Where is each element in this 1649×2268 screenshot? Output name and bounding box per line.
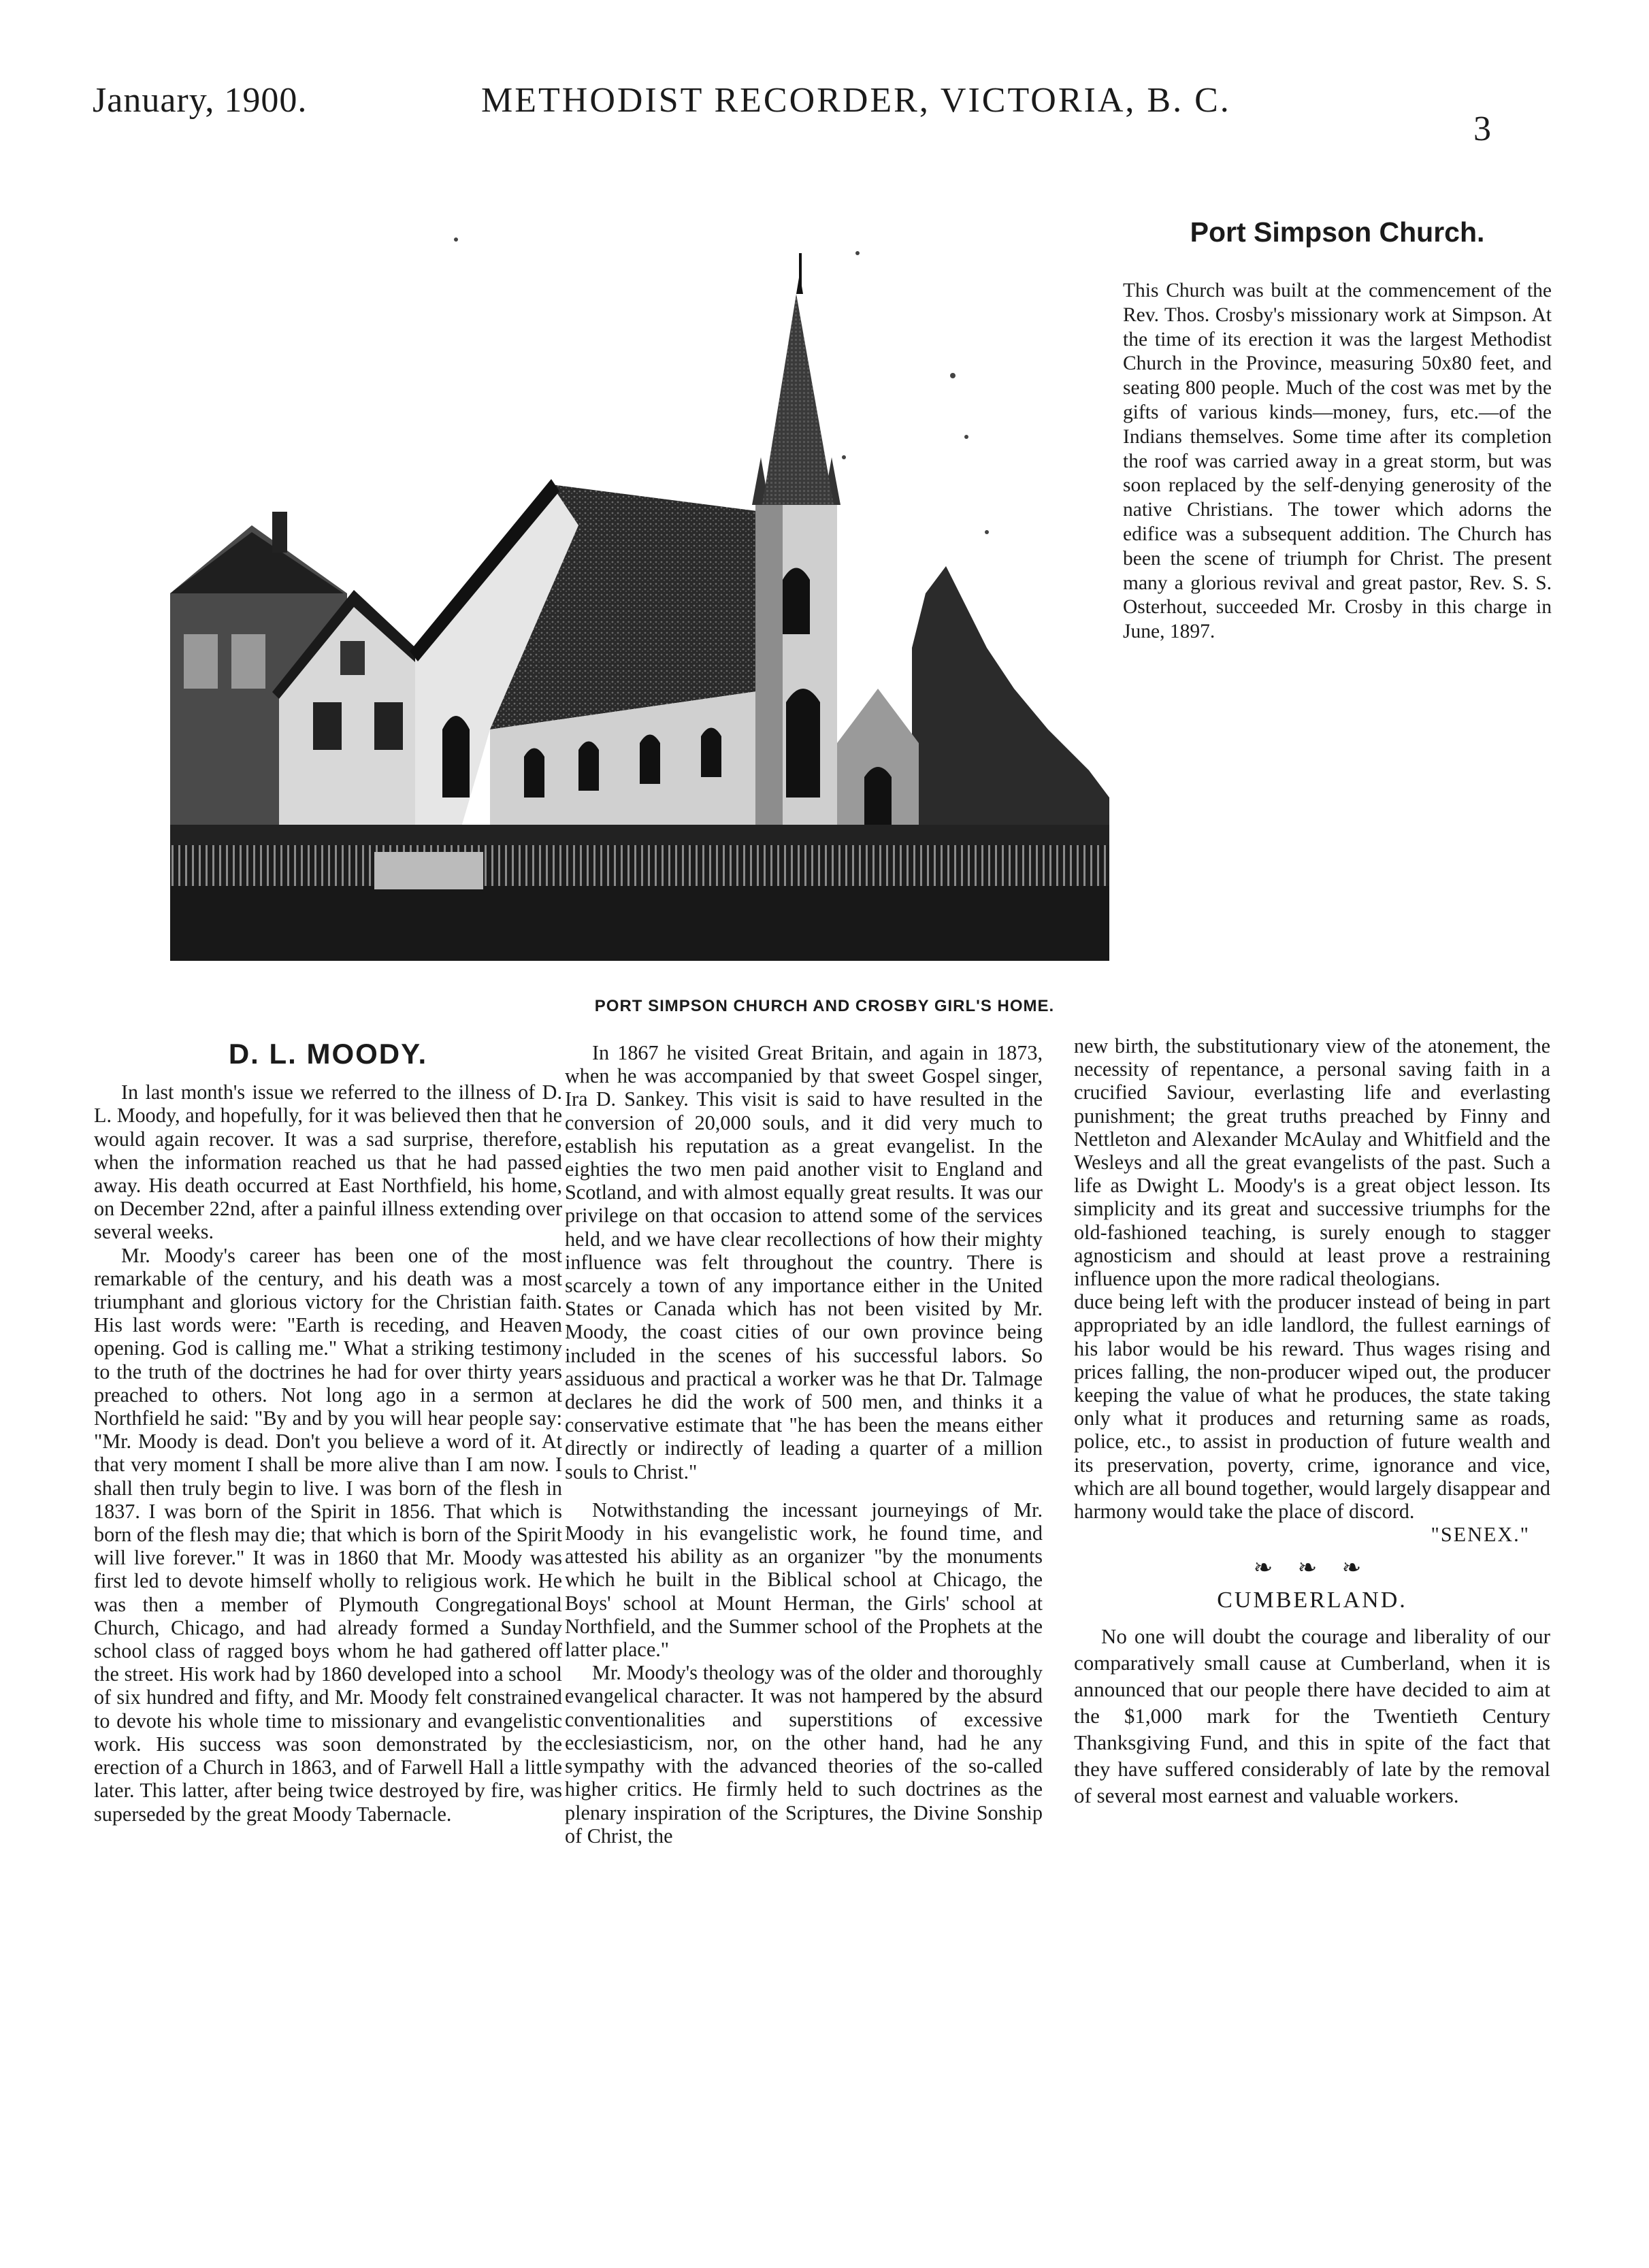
sidebar-heading: Port Simpson Church.: [1190, 216, 1485, 248]
page-number: 3: [1473, 110, 1492, 148]
article-paragraph: Mr. Moody's career has been one of the most remarkable of the century, and his death was a most triumphant and glorious victory for the Christian faith. His last words were: "Earth is receding, and Heaven opening. God is calling me." What a striking testimony to the truth of the doctrines he had for over thirty years preached to others. Not long ago in a sermon at Northfield he said: "By and by you will hear people say: "Mr. Moody is dead. Don't you believe a word of it. At that very moment I shall be more alive than I am now. I shall then truly begin to live. I was born of the flesh in 1837. I was born of the Spirit in 1856. That which is born of the flesh may die; that which is born of the Spirit will live forever." It was in 1860 that Mr. Moody was first led to devote himself wholly to religious work. He was then a member of Plymouth Congregational Church, Chicago, and had already formed a Sunday school class of ragged boys whom he had gathered off the street. His work had by 1860 developed into a school of six hundred and fifty, and Mr. Moody felt constrained to devote his whole time to missionary and evangelistic work. His success was soon demonstrated by the erection of a Church in 1863, and of Farwell Hall a little later. This latter, after being twice destroyed by fire, was superseded by the great Moody Tabernacle.: [94, 1243, 562, 1826]
issue-date: January, 1900.: [93, 81, 308, 120]
article-paragraph: In 1867 he visited Great Britain, and again in 1873, when he was accompanied by that sweet Gospel singer, Ira D. Sankey. This visit is said to have resulted in the conversion of 20,000 souls, and it did very much to establish his reputation as a great evangelist. In the eighties the two men paid another visit to England and Scotland, and with almost equally great results. It was our privilege on that occasion to attend some of the services held, and we have clear recollections of how their mighty influence was felt throughout the country. There is scarcely a town of any importance either in the United States or Canada which has not been visited by Mr. Moody, the coast cities of our own province being included in the scenes of his successful labors. So assiduous and practical a worker was he that Dr. Talmage declares he did the work of 500 men, and thinks it a conservative estimate that "he has been the means either directly or indirectly of leading a quarter of a million souls to Christ.": [565, 1041, 1043, 1483]
church-photograph-drawing: [170, 212, 1109, 961]
sidebar-body: This Church was built at the commencement of the Rev. Thos. Crosby's missionary work at Simpson. At the time of its erection it was the largest Methodist Church in the Province, measuring 50x80 feet, and seating 800 people. Much of the cost was met by the gifts of various kinds—money, furs, etc.—of the Indians themselves. Some time after its completion the roof was carried away in a great storm, but was soon replaced by the self-denying generosity of the native Christians. The tower which adorns the edifice was a subsequent addition. The Church has been the scene of triumph for Christ. The present many a glorious revival and great pastor, Rev. S. S. Osterhout, succeeded Mr. Crosby in this charge in June, 1897.: [1123, 280, 1552, 643]
article-paragraph: new birth, the substitutionary view of the atonement, the necessity of repentance, a personal saving faith in a crucified Saviour, everlasting life and everlasting punishment; the great truths preached by Finny and Nettleton and Alexander McAulay and Whitfield and the Wesleys and all the great evangelists of the past. Such a life as Dwight L. Moody's is a great object lesson. Its simplicity and its great and successive triumphs for the old-fashioned teaching, is surely enough to stagger agnosticism and should at least prove a restraining influence upon the more radical theologians.: [1074, 1034, 1550, 1291]
senex-fragment: duce being left with the producer instead of being in part appropriated by an idle landlord, the fullest earnings of his labor would be his reward. Thus wages rising and prices falling, the non-producer wiped out, the producer keeping the value of what he produces, the state taking only what it produces and returning same as roads, police, etc., to assist in production of future wealth and its preservation, poverty, crime, ignorance and vice, which are all bound together, would largely disappear and harmony would take the place of discord.: [1074, 1290, 1550, 1524]
section-divider: ❧ ❧ ❧: [1253, 1556, 1371, 1581]
cumberland-body: No one will doubt the courage and liberality of our comparatively small cause at Cumberland, when it is announced that our people there have decided to aim at the $1,000 mark for the Twentieth Century Thanksgiving Fund, and this in spite of the fact that they have suffered considerably of late by the removal of several most earnest and valuable workers.: [1074, 1624, 1550, 1807]
photo-caption: PORT SIMPSON CHURCH AND CROSBY GIRL'S HOME.: [594, 997, 1055, 1015]
church-photograph: [170, 212, 1109, 961]
column-2: [565, 1041, 1043, 1847]
cumberland-heading: CUMBERLAND.: [1217, 1587, 1407, 1613]
article-heading: D. L. MOODY.: [228, 1038, 428, 1070]
column-3: [1074, 1034, 1550, 1809]
article-paragraph: Notwithstanding the incessant journeyings of Mr. Moody in his evangelistic work, he found time, and attested his ability as an organizer "by the monuments which he built in the Biblical school at Chicago, the Boys' school at Mount Herman, the Girls' school at Northfield, and the Summer school of the Prophets at the latter place.": [565, 1498, 1043, 1662]
publication-title: METHODIST RECORDER, VICTORIA, B. C.: [481, 81, 1231, 120]
article-paragraph: Mr. Moody's theology was of the older and thoroughly evangelical character. It was not hampered by the absurd conventionalities and superstitions of excessive ecclesiasticism, nor, on the other hand, had he any sympathy with the advanced theories of the so-called higher critics. He firmly held to such doctrines as the plenary inspiration of the Scriptures, the Divine Sonship of Christ, the: [565, 1661, 1043, 1847]
article-paragraph: In last month's issue we referred to the illness of D. L. Moody, and hopefully, for it was believed then that he would again recover. It was a sad surprise, therefore, when the information reached us that he had passed away. His death occurred at East Northfield, his home, on December 22nd, after a painful illness extending over several weeks.: [94, 1081, 562, 1244]
column-1: [94, 1038, 562, 1826]
senex-signature: "SENEX.": [1431, 1523, 1530, 1547]
